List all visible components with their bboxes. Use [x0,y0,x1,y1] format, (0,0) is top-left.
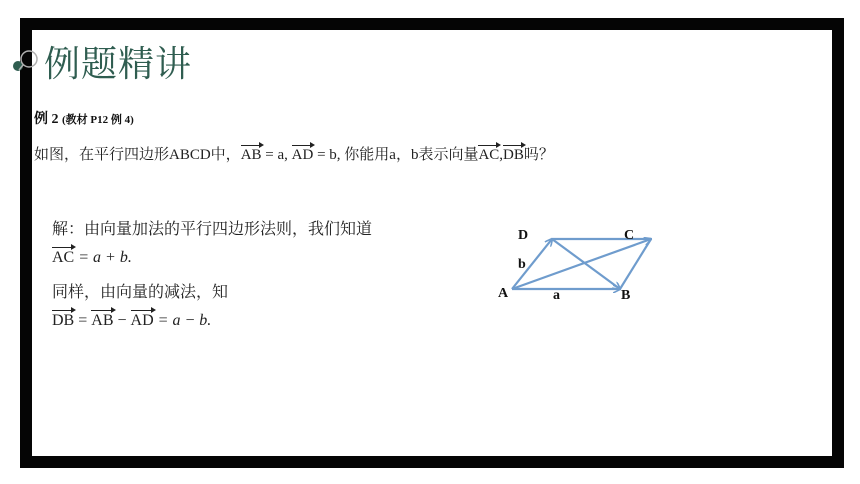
solution-line-1: 解：由向量加法的平行四边形法则，我们知道 [52,221,373,238]
vector-ac: AC [478,147,500,163]
example-source: (教材 P12 例 4) [62,114,134,126]
parallelogram-figure [490,222,665,312]
label-b-vertex: B [621,288,631,303]
diagonal-db [552,239,620,289]
solution-line-3: 同样，由向量的减法，知 [52,284,229,301]
example-heading [34,108,134,128]
label-a-side: a [553,288,560,303]
example-label: 例 2 [34,112,59,127]
vector-db: DB [503,147,524,163]
magnifier-icon [10,47,40,77]
vector-ad-solution: AD [130,312,154,329]
vector-ac-solution: AC [52,249,75,266]
edge-bc [620,239,651,289]
label-c: C [624,228,635,243]
slide-title: 例题精讲 [44,44,193,85]
vector-ab-solution: AB [91,312,114,329]
vector-ab: AB [240,147,262,163]
solution-line-4: DB = AB − AD = a − b. [52,312,212,329]
slide-title-row [10,36,192,87]
vector-ad: AD [291,147,314,163]
solution-line-2: AC = a + b. [52,249,132,266]
question-text: 如图，在平行四边形ABCD中，AB = a, AD = b, 你能用a，b表示向量AC,DB吗？ [34,147,554,163]
vector-db-solution: DB [52,312,75,329]
label-b-side: b [518,257,526,272]
label-d: D [518,228,529,243]
label-a-vertex: A [498,286,509,301]
